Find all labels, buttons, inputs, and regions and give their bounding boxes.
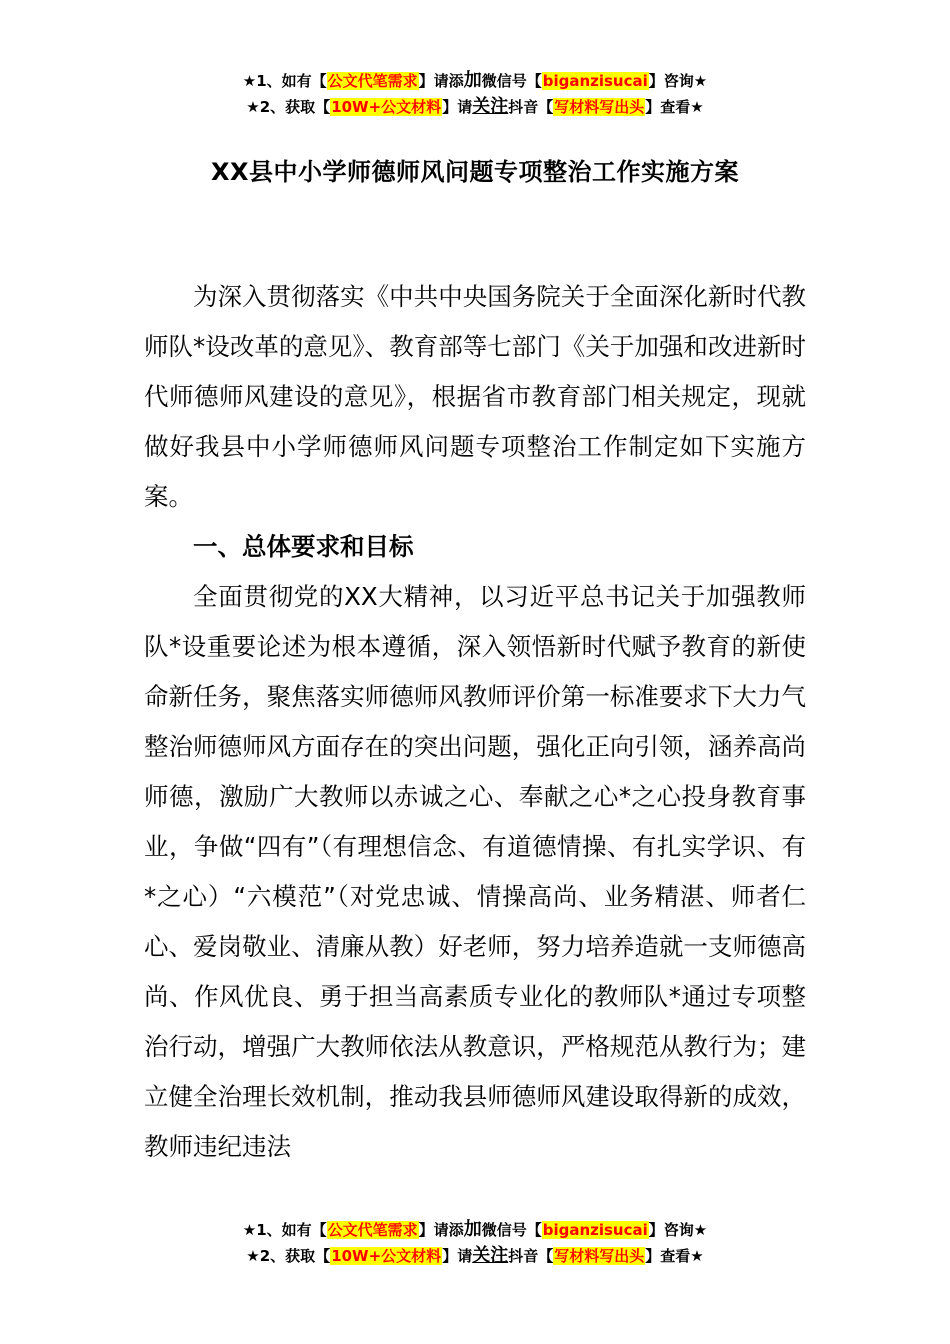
document-title: XX县中小学师德师风问题专项整治工作实施方案 bbox=[210, 158, 739, 186]
promo-highlight-service: 公文代笔需求 bbox=[327, 72, 418, 90]
promo-text: ★2、获取【 bbox=[246, 1247, 331, 1265]
promo-text: 】咨询★ bbox=[648, 72, 708, 90]
promo-text-underlined: 关注 bbox=[472, 96, 509, 117]
promo-text: 】请 bbox=[442, 1247, 473, 1265]
promo-line-1 bbox=[0, 68, 950, 94]
section-paragraph: 全面贯彻党的XX大精神，以习近平总书记关于加强教师队*设重要论述为根本遵循，深入领悟新时代赋予教育的新使命新任务，聚焦落实师德师风教师评价第一标准要求下大力气整治师德师风方面存在的突出问题，强化正向引领，涵养高尚师德，激励广大教师以赤诚之心、奉献之心*之心投身教育事业，争做“四有”（有理想信念、有道德情操、有扎实学识、有*之心）“六模范”（对党忠诚、情操高尚、业务精湛、师者仁心、爱岗敬业、清廉从教）好老师，努力培养造就一支师德高尚、作风优良、勇于担当高素质专业化的教师队*通过专项整治行动，增强广大教师依法从教意识，严格规范从教行为；建立健全治理长效机制，推动我县师德师风建设取得新的成效，教师违纪违法 bbox=[144, 582, 806, 1161]
promo-text-emphasis: 加 bbox=[463, 70, 482, 91]
promo-highlight-materials: 10W+公文材料 bbox=[331, 1247, 442, 1265]
promo-text: 】查看★ bbox=[645, 1247, 704, 1265]
promo-line-2 bbox=[0, 94, 950, 120]
section-heading: 一、总体要求和目标 bbox=[193, 532, 414, 561]
promo-text-underlined: 关注 bbox=[472, 1245, 509, 1266]
promo-highlight-wechat-id: biganzisucai bbox=[542, 1221, 648, 1239]
promo-highlight-service: 公文代笔需求 bbox=[327, 1221, 418, 1239]
promo-line-1 bbox=[0, 1217, 950, 1243]
promo-text: 】请添 bbox=[418, 1221, 464, 1239]
promo-text: ★2、获取【 bbox=[246, 98, 331, 116]
promo-text: 微信号【 bbox=[481, 72, 542, 90]
promo-line-2 bbox=[0, 1243, 950, 1269]
promo-highlight-wechat-id: biganzisucai bbox=[542, 72, 648, 90]
promo-highlight-douyin: 写材料写出头 bbox=[554, 1247, 645, 1265]
promo-text: 】请 bbox=[442, 98, 473, 116]
intro-paragraph: 为深入贯彻落实《中共中央国务院关于全面深化新时代教师队*设改革的意见》、教育部等七部门《关于加强和改进新时代师德师风建设的意见》，根据省市教育部门相关规定，现就做好我县中小学师德师风问题专项整治工作制定如下实施方案。 bbox=[144, 282, 806, 511]
promo-header bbox=[0, 68, 950, 120]
promo-text: ★1、如有【 bbox=[242, 72, 327, 90]
promo-text: ★1、如有【 bbox=[242, 1221, 327, 1239]
promo-text: 抖音【 bbox=[508, 98, 554, 116]
promo-highlight-douyin: 写材料写出头 bbox=[554, 98, 645, 116]
promo-text: 】查看★ bbox=[645, 98, 704, 116]
promo-text: 】请添 bbox=[418, 72, 464, 90]
promo-footer bbox=[0, 1217, 950, 1269]
promo-text-emphasis: 加 bbox=[463, 1219, 482, 1240]
promo-text: 抖音【 bbox=[508, 1247, 554, 1265]
promo-highlight-materials: 10W+公文材料 bbox=[331, 98, 442, 116]
promo-text: 】咨询★ bbox=[648, 1221, 708, 1239]
document-body bbox=[144, 272, 806, 1172]
promo-text: 微信号【 bbox=[481, 1221, 542, 1239]
